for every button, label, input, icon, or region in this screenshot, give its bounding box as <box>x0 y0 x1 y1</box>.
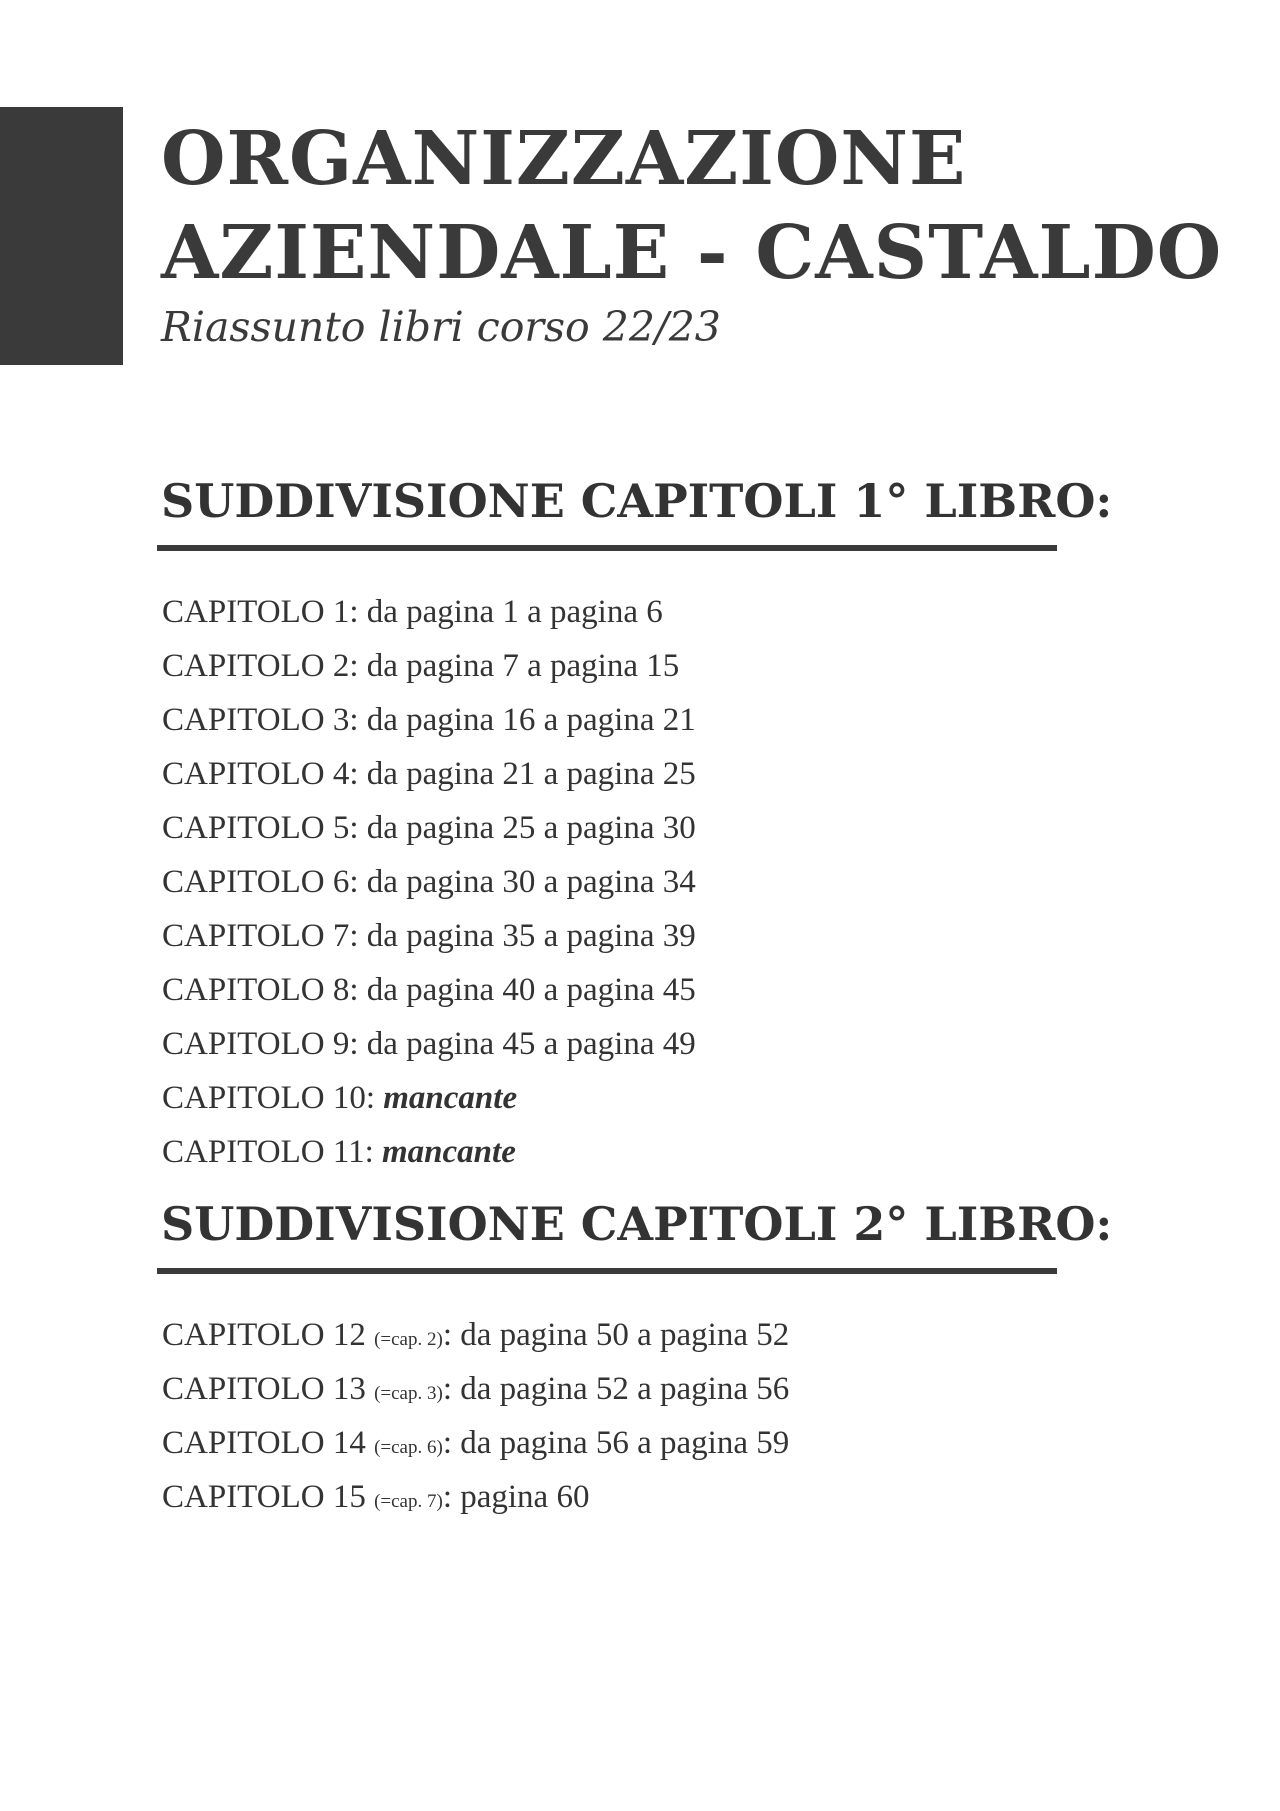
chapter-cross-reference: (=cap. 6) <box>374 1437 443 1458</box>
chapter-label: CAPITOLO 2: <box>162 648 359 684</box>
chapter-label: CAPITOLO 1: <box>162 594 359 630</box>
chapter-page-range: : pagina 60 <box>442 1479 590 1515</box>
chapter-label: CAPITOLO 10: <box>162 1080 375 1116</box>
chapter-label: CAPITOLO 12 <box>162 1317 366 1353</box>
chapter-item <box>162 639 1057 693</box>
document-header <box>161 112 1241 352</box>
chapter-item <box>162 693 1057 747</box>
book-2-heading-rule <box>157 1268 1057 1274</box>
chapter-page-range: da pagina 7 a pagina 15 <box>366 648 680 684</box>
chapter-item <box>162 1362 1057 1416</box>
chapter-label: CAPITOLO 15 <box>162 1479 366 1515</box>
chapter-item <box>162 585 1057 639</box>
chapter-label: CAPITOLO 9: <box>162 1026 359 1062</box>
chapter-cross-reference: (=cap. 3) <box>374 1383 443 1404</box>
chapter-label: CAPITOLO 11: <box>162 1134 374 1170</box>
chapter-page-range: da pagina 30 a pagina 34 <box>366 864 696 900</box>
chapter-page-range: da pagina 45 a pagina 49 <box>366 1026 696 1062</box>
chapter-item <box>162 909 1057 963</box>
document-title-line-2: AZIENDALE - CASTALDO <box>161 210 1223 296</box>
decorative-side-block <box>0 107 123 365</box>
chapter-label: CAPITOLO 4: <box>162 756 359 792</box>
chapter-item <box>162 1017 1057 1071</box>
chapter-page-range: da pagina 40 a pagina 45 <box>366 972 696 1008</box>
chapter-item <box>162 855 1057 909</box>
chapter-label: CAPITOLO 7: <box>162 918 359 954</box>
book-1-chapter-list <box>157 585 1057 1179</box>
chapter-item <box>162 963 1057 1017</box>
chapter-label: CAPITOLO 14 <box>162 1425 366 1461</box>
chapter-page-range: da pagina 21 a pagina 25 <box>366 756 696 792</box>
chapter-missing-label: mancante <box>382 1134 516 1170</box>
chapter-page-range: da pagina 1 a pagina 6 <box>366 594 663 630</box>
chapter-label: CAPITOLO 5: <box>162 810 359 846</box>
chapter-page-range: : da pagina 52 a pagina 56 <box>442 1371 790 1407</box>
chapter-item <box>162 801 1057 855</box>
chapter-missing-label: mancante <box>383 1080 518 1116</box>
chapter-item <box>162 1125 1057 1179</box>
book-1-section <box>157 471 1113 1179</box>
chapter-item <box>162 747 1057 801</box>
chapter-cross-reference: (=cap. 2) <box>374 1329 443 1350</box>
chapter-page-range: da pagina 16 a pagina 21 <box>366 702 696 738</box>
chapter-item <box>162 1308 1057 1362</box>
chapter-label: CAPITOLO 8: <box>162 972 359 1008</box>
chapter-page-range: da pagina 25 a pagina 30 <box>366 810 696 846</box>
book-1-heading-rule <box>157 545 1057 551</box>
book-2-chapter-list <box>157 1308 1057 1524</box>
chapter-item <box>162 1071 1057 1125</box>
document-title-line-1: ORGANIZZAZIONE <box>161 116 967 202</box>
book-1-heading: SUDDIVISIONE CAPITOLI 1° LIBRO: <box>161 474 1113 528</box>
chapter-item <box>162 1470 1057 1524</box>
chapter-item <box>162 1416 1057 1470</box>
book-2-heading: SUDDIVISIONE CAPITOLI 2° LIBRO: <box>161 1197 1113 1251</box>
chapter-label: CAPITOLO 3: <box>162 702 359 738</box>
document-subtitle: Riassunto libri corso 22/23 <box>161 303 721 351</box>
book-2-section <box>157 1194 1113 1524</box>
chapter-cross-reference: (=cap. 7) <box>374 1491 443 1512</box>
chapter-page-range: : da pagina 56 a pagina 59 <box>442 1425 790 1461</box>
chapter-label: CAPITOLO 13 <box>162 1371 366 1407</box>
chapter-page-range: : da pagina 50 a pagina 52 <box>442 1317 790 1353</box>
chapter-page-range: da pagina 35 a pagina 39 <box>366 918 696 954</box>
chapter-label: CAPITOLO 6: <box>162 864 359 900</box>
